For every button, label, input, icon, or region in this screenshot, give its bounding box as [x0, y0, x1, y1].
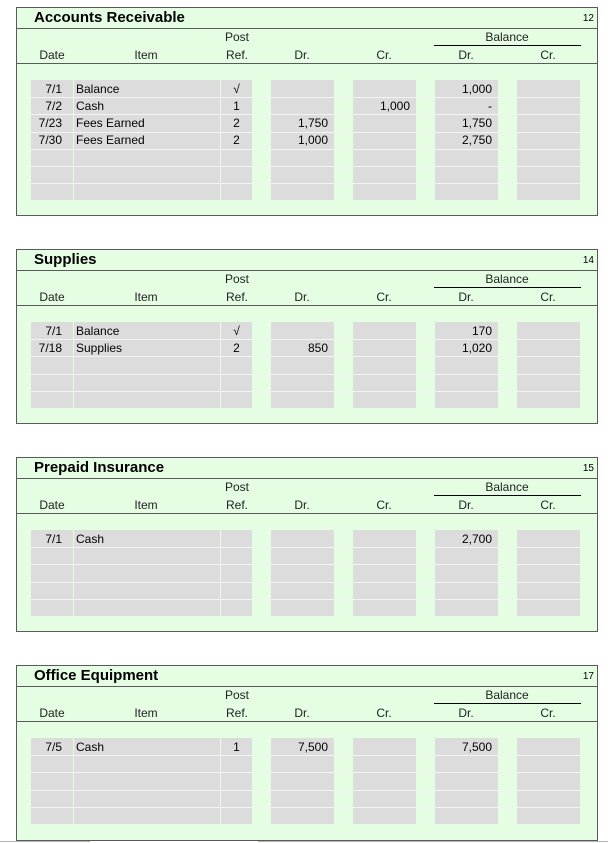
- entry-item: Fees Earned: [76, 133, 145, 148]
- row-divider: [31, 183, 580, 184]
- header-balance-credit: Cr.: [540, 498, 556, 512]
- row-divider: [31, 755, 580, 756]
- entry-post-ref: 2: [233, 115, 240, 130]
- column-ref[interactable]: [221, 530, 252, 616]
- header-balance-debit: Dr.: [458, 706, 474, 720]
- row-divider: [31, 790, 580, 791]
- ledger-title: Prepaid Insurance: [34, 459, 165, 476]
- header-item: Item: [134, 706, 158, 720]
- header-item: Item: [134, 48, 158, 62]
- row-divider: [31, 166, 580, 167]
- entry-debit: 7,500: [297, 739, 328, 754]
- entry-date: 7/2: [45, 98, 62, 113]
- column-cr[interactable]: [353, 530, 416, 616]
- entry-balance-debit: -: [488, 98, 492, 113]
- entry-credit: 1,000: [379, 98, 410, 113]
- entry-item: Fees Earned: [76, 115, 145, 130]
- entry-balance-debit: 2,750: [461, 133, 492, 148]
- entry-post-ref: 2: [233, 340, 240, 355]
- entry-item: Balance: [76, 81, 120, 96]
- column-bal-cr[interactable]: [517, 738, 580, 824]
- column-dr[interactable]: [271, 530, 334, 616]
- footer-divider: [0, 841, 90, 842]
- header-date: Date: [39, 498, 65, 512]
- title-divider: [17, 686, 597, 687]
- entry-date: 7/5: [45, 739, 62, 754]
- header-date: Date: [39, 706, 65, 720]
- account-number: 14: [582, 255, 594, 266]
- account-number: 12: [582, 13, 594, 24]
- row-divider: [31, 391, 580, 392]
- header-balance: Balance: [485, 272, 529, 286]
- entry-date: 7/1: [45, 531, 62, 546]
- entry-post-ref: √: [233, 81, 240, 96]
- ledger-title: Accounts Receivable: [34, 9, 185, 26]
- header-ref: Ref.: [225, 48, 248, 62]
- column-bal-cr[interactable]: [517, 530, 580, 616]
- row-divider: [31, 547, 580, 548]
- entry-balance-debit: 1,020: [461, 340, 492, 355]
- row-divider: [31, 582, 580, 583]
- entry-balance-debit: 170: [471, 323, 492, 338]
- entry-date: 7/23: [38, 115, 62, 130]
- column-cr[interactable]: [353, 738, 416, 824]
- header-debit: Dr.: [294, 706, 310, 720]
- ledger-supplies: [16, 249, 598, 424]
- entry-debit: 1,750: [297, 115, 328, 130]
- header-credit: Cr.: [376, 290, 392, 304]
- entry-item: Cash: [76, 98, 105, 113]
- header-post: Post: [224, 480, 249, 494]
- entry-debit: 850: [307, 340, 328, 355]
- title-divider: [17, 28, 597, 29]
- entry-balance-debit: 1,750: [461, 115, 492, 130]
- header-date: Date: [39, 48, 65, 62]
- header-credit: Cr.: [376, 706, 392, 720]
- column-cr[interactable]: [353, 322, 416, 408]
- header-debit: Dr.: [294, 48, 310, 62]
- header-credit: Cr.: [376, 48, 392, 62]
- account-number: 15: [582, 463, 594, 474]
- header-divider: [17, 63, 597, 64]
- header-balance-debit: Dr.: [458, 498, 474, 512]
- entry-date: 7/1: [45, 81, 62, 96]
- header-ref: Ref.: [225, 706, 248, 720]
- header-divider: [17, 513, 597, 514]
- header-balance-credit: Cr.: [540, 290, 556, 304]
- footer-divider: [258, 841, 608, 842]
- header-credit: Cr.: [376, 498, 392, 512]
- entry-balance-debit: 7,500: [461, 739, 492, 754]
- header-post: Post: [224, 688, 249, 702]
- header-ref: Ref.: [225, 498, 248, 512]
- header-date: Date: [39, 290, 65, 304]
- title-divider: [17, 270, 597, 271]
- row-divider: [31, 564, 580, 565]
- header-balance-credit: Cr.: [540, 48, 556, 62]
- header-balance: Balance: [485, 30, 529, 44]
- header-balance-credit: Cr.: [540, 706, 556, 720]
- entry-post-ref: 1: [233, 739, 240, 754]
- header-debit: Dr.: [294, 290, 310, 304]
- header-divider: [17, 721, 597, 722]
- entry-item: Cash: [76, 739, 105, 754]
- header-balance-debit: Dr.: [458, 48, 474, 62]
- header-divider: [17, 305, 597, 306]
- header-item: Item: [134, 290, 158, 304]
- entry-item: Balance: [76, 323, 120, 338]
- header-post: Post: [224, 272, 249, 286]
- row-divider: [31, 772, 580, 773]
- column-dr[interactable]: [271, 322, 334, 408]
- entry-item: Supplies: [76, 340, 123, 355]
- entry-balance-debit: 1,000: [461, 81, 492, 96]
- entry-post-ref: √: [233, 323, 240, 338]
- header-debit: Dr.: [294, 498, 310, 512]
- entry-date: 7/18: [38, 340, 62, 355]
- entry-balance-debit: 2,700: [461, 531, 492, 546]
- header-balance: Balance: [485, 480, 529, 494]
- entry-post-ref: 1: [233, 98, 240, 113]
- balance-underline: [434, 495, 581, 496]
- entry-post-ref: 2: [233, 133, 240, 148]
- balance-underline: [434, 287, 581, 288]
- balance-underline: [434, 45, 581, 46]
- balance-underline: [434, 703, 581, 704]
- ledger-title: Supplies: [34, 251, 97, 268]
- entry-date: 7/30: [38, 133, 62, 148]
- header-item: Item: [134, 498, 158, 512]
- entry-item: Cash: [76, 531, 105, 546]
- column-bal-cr[interactable]: [517, 322, 580, 408]
- row-divider: [31, 374, 580, 375]
- title-divider: [17, 478, 597, 479]
- entry-debit: 1,000: [297, 133, 328, 148]
- ledger-title: Office Equipment: [34, 667, 159, 684]
- ledger-accounts-receivable: [16, 7, 598, 216]
- header-post: Post: [224, 30, 249, 44]
- row-divider: [31, 149, 580, 150]
- header-ref: Ref.: [225, 290, 248, 304]
- header-balance: Balance: [485, 688, 529, 702]
- header-balance-debit: Dr.: [458, 290, 474, 304]
- row-divider: [31, 356, 580, 357]
- entry-date: 7/1: [45, 323, 62, 338]
- row-divider: [31, 807, 580, 808]
- account-number: 17: [582, 671, 594, 682]
- ledger-office-equipment: [16, 665, 598, 841]
- ledger-prepaid-insurance: [16, 457, 598, 632]
- row-divider: [31, 599, 580, 600]
